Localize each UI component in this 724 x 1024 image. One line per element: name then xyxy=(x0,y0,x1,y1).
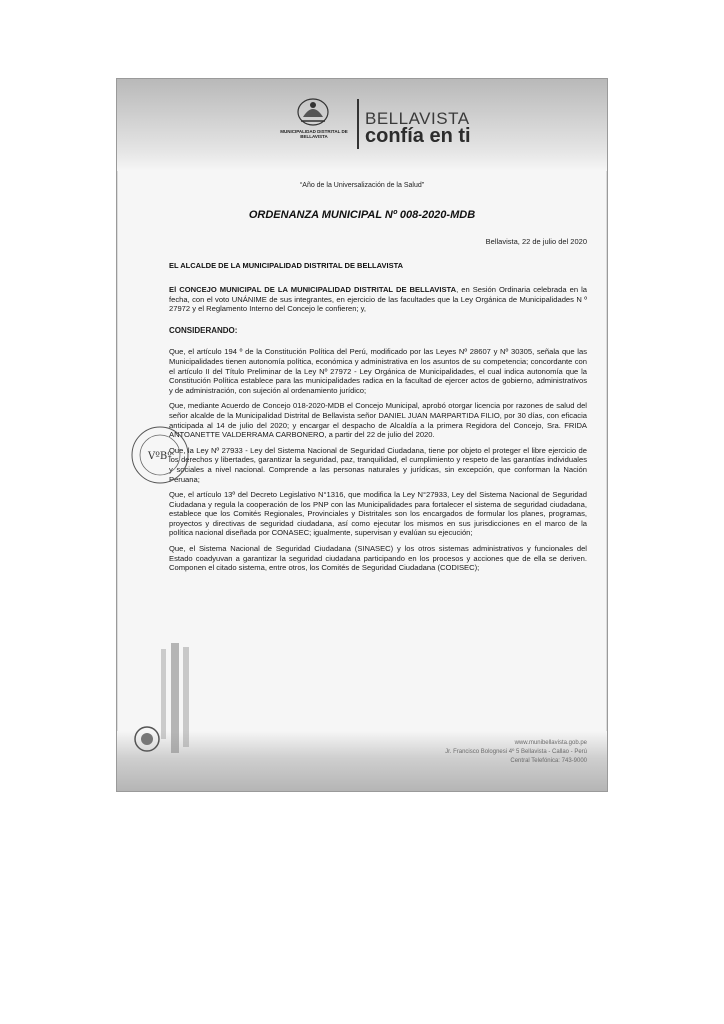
intro-rest: , en Sesión Ordinaria celebrada en la fecha, con el voto UNÁNIME de sus integrantes, en ejercicio de las facultades que la Ley Orgánica de Municipalidades N º 27972 y el Reglamento Interno del Concejo le confieren; y, xyxy=(169,285,587,314)
municipality-name: MUNICIPALIDAD DISTRITAL DE BELLAVISTA xyxy=(280,129,348,139)
issuer-heading: EL ALCALDE DE LA MUNICIPALIDAD DISTRITAL DE BELLAVISTA xyxy=(169,261,404,270)
paragraph: Que, el artículo 194 º de la Constitución Política del Perú, modificado por las Leyes Nº 28607 y Nº 30305, señala que las Municipalidades tienen autonomía política, económica y administrativa en los asuntos de su competencia; concordante con el artículo II del Título Preliminar de la Ley Nº 27972 - Ley Orgánica de Municipalidades, el cual indica autonomía que la Constitución Política establece para las municipalidades radica en la facultad de ejercer actos de gobierno, administrativos y de administración, con sujeción al ordenamiento jurídico; xyxy=(169,347,587,395)
header-divider xyxy=(357,99,359,149)
intro-paragraph xyxy=(169,285,587,314)
document-body xyxy=(169,285,587,579)
paragraph: Que, el Sistema Nacional de Seguridad Ciudadana (SINASEC) y los otros sistemas administrativos y funcionales del Estado coadyuvan a garantizar la seguridad ciudadana participando en los procesos y acciones que de ella se deriven. Componen el citado sistema, entre otros, los Comités de Seguridad Ciudadana (CODISEC); xyxy=(169,544,587,573)
document-date: Bellavista, 22 de julio del 2020 xyxy=(485,237,587,246)
approval-stamp xyxy=(129,424,191,486)
side-seal xyxy=(131,639,201,789)
scanned-document-page xyxy=(116,78,608,792)
footer-phone: Central Telefónica: 743-9000 xyxy=(510,758,587,764)
paragraph: Que, la Ley Nº 27933 - Ley del Sistema Nacional de Seguridad Ciudadana, tiene por objeto el proteger el libre ejercicio de los derechos y libertades, garantizar la seguridad, paz, tranquilidad, el cumplimiento y respeto de las garantías individuales y sociales a nivel nacional. Comprende a las personas naturales y jurídicas, sin excepción, que conforman la Nación Peruana; xyxy=(169,445,587,484)
brand-line-1: BELLAVISTA xyxy=(365,109,470,128)
header-band xyxy=(117,79,607,171)
document-title: ORDENANZA MUNICIPAL Nº 008-2020-MDB xyxy=(248,209,476,221)
intro-bold: El CONCEJO MUNICIPAL DE LA MUNICIPALIDAD DISTRITAL DE BELLAVISTA xyxy=(169,285,457,294)
brand-line-2: confía en ti xyxy=(365,125,471,147)
footer-contact xyxy=(445,739,587,766)
year-motto: “Año de la Universalización de la Salud” xyxy=(299,182,425,189)
footer-address: Jr. Francisco Bolognesi 4º 5 Bellavista - Callao - Perú xyxy=(445,749,587,755)
considerando-heading: CONSIDERANDO: xyxy=(169,325,238,335)
stamp-text: VºBº xyxy=(148,451,172,462)
paragraph: Que, el artículo 13º del Decreto Legislativo N°1316, que modifica la Ley N°27933, Ley del Sistema Nacional de Seguridad Ciudadana y regula la cooperación de los PNP con las Municipalidades para fortalecer el sistema de seguridad ciudadana, establece que los Comités Regionales, Provinciales y Distritales son los encargados de formular los planes, programas, proyectos y directivas de seguridad ciudadana, así como ejecutar los mismos en sus jurisdicciones en el marco de la política nacional diseñada por CONASEC; igualmente, supervisan y evalúan su ejecución; xyxy=(169,490,587,538)
paragraph: Que, mediante Acuerdo de Concejo 018-2020-MDB el Concejo Municipal, aprobó otorgar licencia por razones de salud del señor alcalde de la Municipalidad Distrital de Bellavista señor DANIEL JUAN MARPARTIDA FILIO, por 30 días, con eficacia anticipada al 14 de julio del 2020; y encargar el despacho de Alcaldía a la primera Regidora del Concejo, Sra. FRIDA ANTOANETTE VALDERRAMA CARBONERO, a partir del 22 de julio del 2020. xyxy=(169,401,587,440)
municipal-crest-icon xyxy=(295,97,331,127)
footer-web: www.munibellavista.gob.pe xyxy=(514,740,587,746)
